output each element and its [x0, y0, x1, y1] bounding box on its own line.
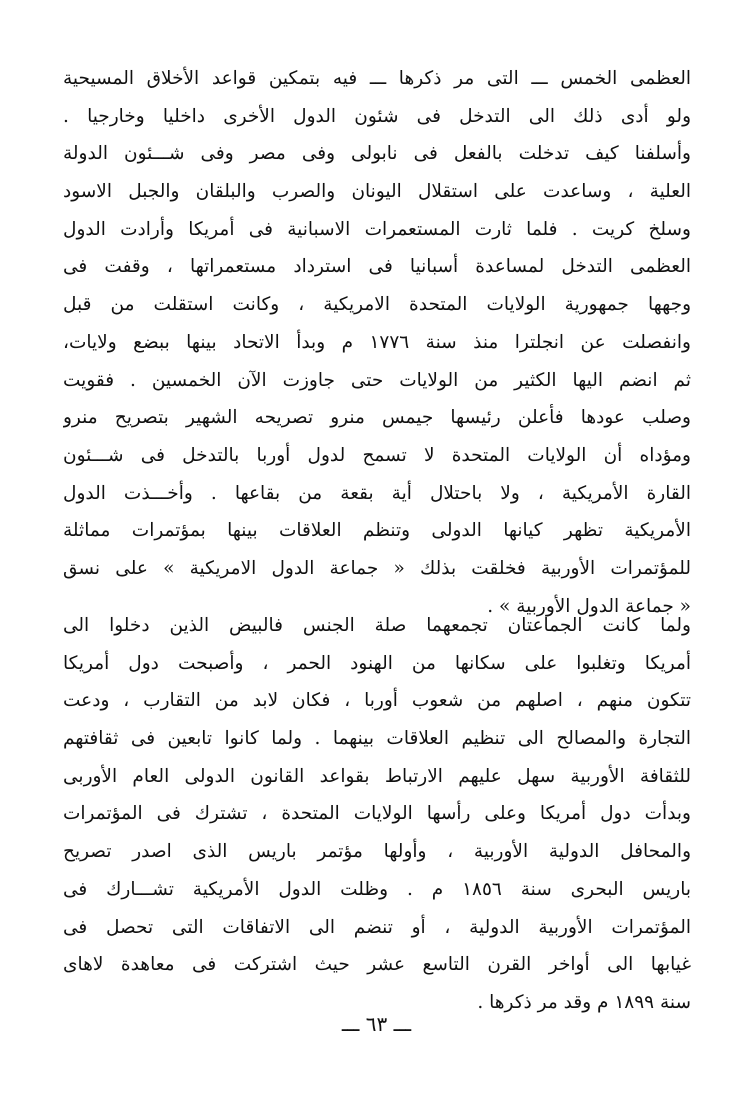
text-line: وانفصلت عن انجلترا منذ سنة ١٧٧٦ م وبدأ الاتحاد بينها ببضع ولايات، [63, 331, 691, 353]
text-line: باريس البحرى سنة ١٨٥٦ م . وظلت الدول الأمريكية تشـــارك فى [63, 878, 691, 900]
text-line: وسلخ كريت . فلما ثارت المستعمرات الاسبانية فى أمريكا وأرادت الدول [63, 218, 691, 240]
text-line: ومؤداه أن الولايات المتحدة لا تسمح لدول أوربا بالتدخل فى شـــئون [63, 444, 691, 466]
text-line: وبدأت دول أمريكا وعلى رأسها الولايات المتحدة ، تشترك فى المؤتمرات [63, 803, 691, 825]
text-line: ثم انضم اليها الكثير من الولايات حتى جاوزت الآن الخمسين . فقويت [63, 369, 691, 391]
text-line: ولو أدى ذلك الى التدخل فى شئون الدول الأخرى داخليا وخارجيا . [63, 105, 691, 127]
text-line: العظمى الخمس ـــ التى مر ذكرها ـــ فيه بتمكين قواعد الأخلاق المسيحية [63, 68, 691, 89]
text-line: وأسلفنا كيف تدخلت بالفعل فى نابولى وفى مصر وفى شـــئون الدولة [63, 143, 691, 165]
text-line: غيابها الى أواخر القرن التاسع عشر حيث اشتركت فى معاهدة لاهاى [63, 954, 691, 976]
text-line: ولما كانت الجماعتان تجمعهما صلة الجنس فالبيض الذين دخلوا الى [63, 615, 691, 636]
page-number: ـــ ٦٣ ـــ [341, 1012, 412, 1036]
text-line: « جماعة الدول الأوربية » . [487, 595, 691, 617]
text-line: العلية ، وساعدت على استقلال اليونان والصرب والبلقان والجبل الاسود [63, 181, 691, 203]
text-line: أمريكا وتغلبوا على سكانها من الهنود الحمر ، وأصبحت دول أمريكا [63, 652, 691, 674]
text-line: التجارة والمصالح الى تنظيم العلاقات بينهما . ولما كانوا تابعين فى ثقافتهم [63, 728, 691, 750]
text-line: سنة ١٨٩٩ م وقد مر ذكرها . [477, 991, 691, 1013]
text-line: العظمى التدخل لمساعدة أسبانيا فى استرداد مستعمراتها ، وقفت فى [63, 256, 691, 278]
text-line: تتكون منهم ، اصلهم من شعوب أوربا ، فكان لابد من التقارب ، ودعت [63, 690, 691, 712]
text-line: وصلب عودها فأعلن رئيسها جيمس منرو تصريحه الشهير بتصريح منرو [63, 407, 691, 429]
paragraph-1 [63, 60, 691, 625]
text-line: الأمريكية تظهر كيانها الدولى وتنظم العلاقات بينها بمؤتمرات مماثلة [63, 520, 691, 542]
text-line: والمحافل الدولية الأوربية ، وأولها مؤتمر باريس الذى اصدر تصريح [63, 841, 691, 863]
text-line: للمؤتمرات الأوربية فخلقت بذلك « جماعة الدول الامريكية » على نسق [63, 557, 691, 579]
paragraph-2 [63, 607, 691, 1022]
text-line: القارة الأمريكية ، ولا باحتلال أية بقعة من بقاعها . وأخـــذت الدول [63, 482, 691, 504]
text-line: وجهها جمهورية الولايات المتحدة الامريكية ، وكانت استقلت من قبل [63, 294, 691, 316]
text-line: للثقافة الأوربية سهل عليهم الارتباط بقواعد القانون الدولى العام الأوربى [63, 765, 691, 787]
text-line: المؤتمرات الأوربية الدولية ، أو تنضم الى الاتفاقات التى تحصل فى [63, 916, 691, 938]
